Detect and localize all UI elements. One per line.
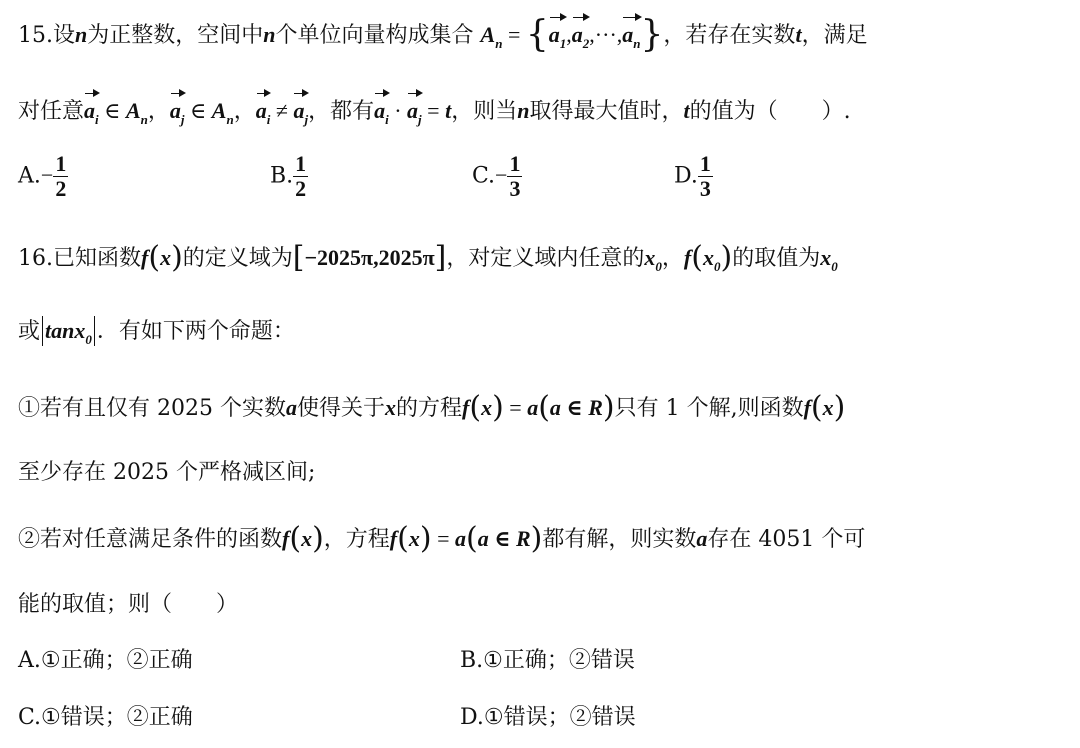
fraction: $\frac{1}{2}$ — [295, 151, 307, 201]
q16-line6: 能的取值；则（ ） — [18, 592, 239, 617]
vector-aj: $a_j$ — [170, 90, 185, 135]
fraction: $\frac{1}{3}$ — [509, 151, 521, 201]
q16-option-b[interactable]: B.①正确；②错误 — [460, 648, 635, 673]
q16-proposition-2: ②若对任意满足条件的函数f(x)，方程f(x) = a(a ∈ R)都有解，则实数a存在 4051 个可 — [18, 521, 866, 556]
q16-proposition-1: ①若有且仅有 2025 个实数a使得关于x的方程f(x) = a(a ∈ R)只有 1 个解,则函数f(x) — [18, 390, 846, 425]
set-a-n: $A_n$ — [480, 22, 503, 51]
q15-option-a[interactable]: A.− $\frac{1}{2}$ — [18, 151, 67, 201]
q15-option-d[interactable]: D. $\frac{1}{3}$ — [674, 151, 711, 201]
q16-number: 16. — [18, 246, 53, 271]
q15-line2: 对任意$a_i$ ∈ $A_n$，$a_j$ ∈ $A_n$，$a_i \ne a_j$，都有$a_i \cdot a_j = t$，则当n取得最大值时，t的值为（ ）. — [18, 90, 1050, 135]
q16-option-c[interactable]: C.①错误；②正确 — [18, 705, 193, 730]
vector-a2: $a_2$ — [572, 14, 590, 59]
domain-interval: −2025π,2025π — [304, 245, 435, 270]
q16-line2: 或 tanx$_0$ ．有如下两个命题： — [18, 318, 295, 347]
q15-option-b[interactable]: B. $\frac{1}{2}$ — [270, 151, 307, 201]
q15-line1: 15.设n为正整数，空间中n个单位向量构成集合 $A_n = \{a_1,a_2,\cdot\cdot\cdot,a_n\}$，若存在实数t，满足 — [18, 14, 1050, 59]
q15-option-c[interactable]: C.− $\frac{1}{3}$ — [472, 151, 521, 201]
q16-option-a[interactable]: A.①正确；②正确 — [18, 648, 193, 673]
fraction: $\frac{1}{3}$ — [699, 151, 711, 201]
vector-an: $a_n$ — [622, 14, 640, 59]
q16-option-d[interactable]: D.①错误；②错误 — [460, 705, 636, 730]
q16-line4: 至少存在 2025 个严格减区间; — [18, 460, 316, 485]
vector-ai: $a_i$ — [84, 90, 99, 135]
q15-number: 15. — [18, 23, 53, 48]
vector-a1: $a_1$ — [549, 14, 567, 59]
fraction: $\frac{1}{2}$ — [55, 151, 67, 201]
q16-line1: 16.已知函数f(x)的定义域为[−2025π,2025π]，对定义域内任意的$x_0$，$f(x_0)$的取值为$x_0$ — [18, 240, 838, 275]
